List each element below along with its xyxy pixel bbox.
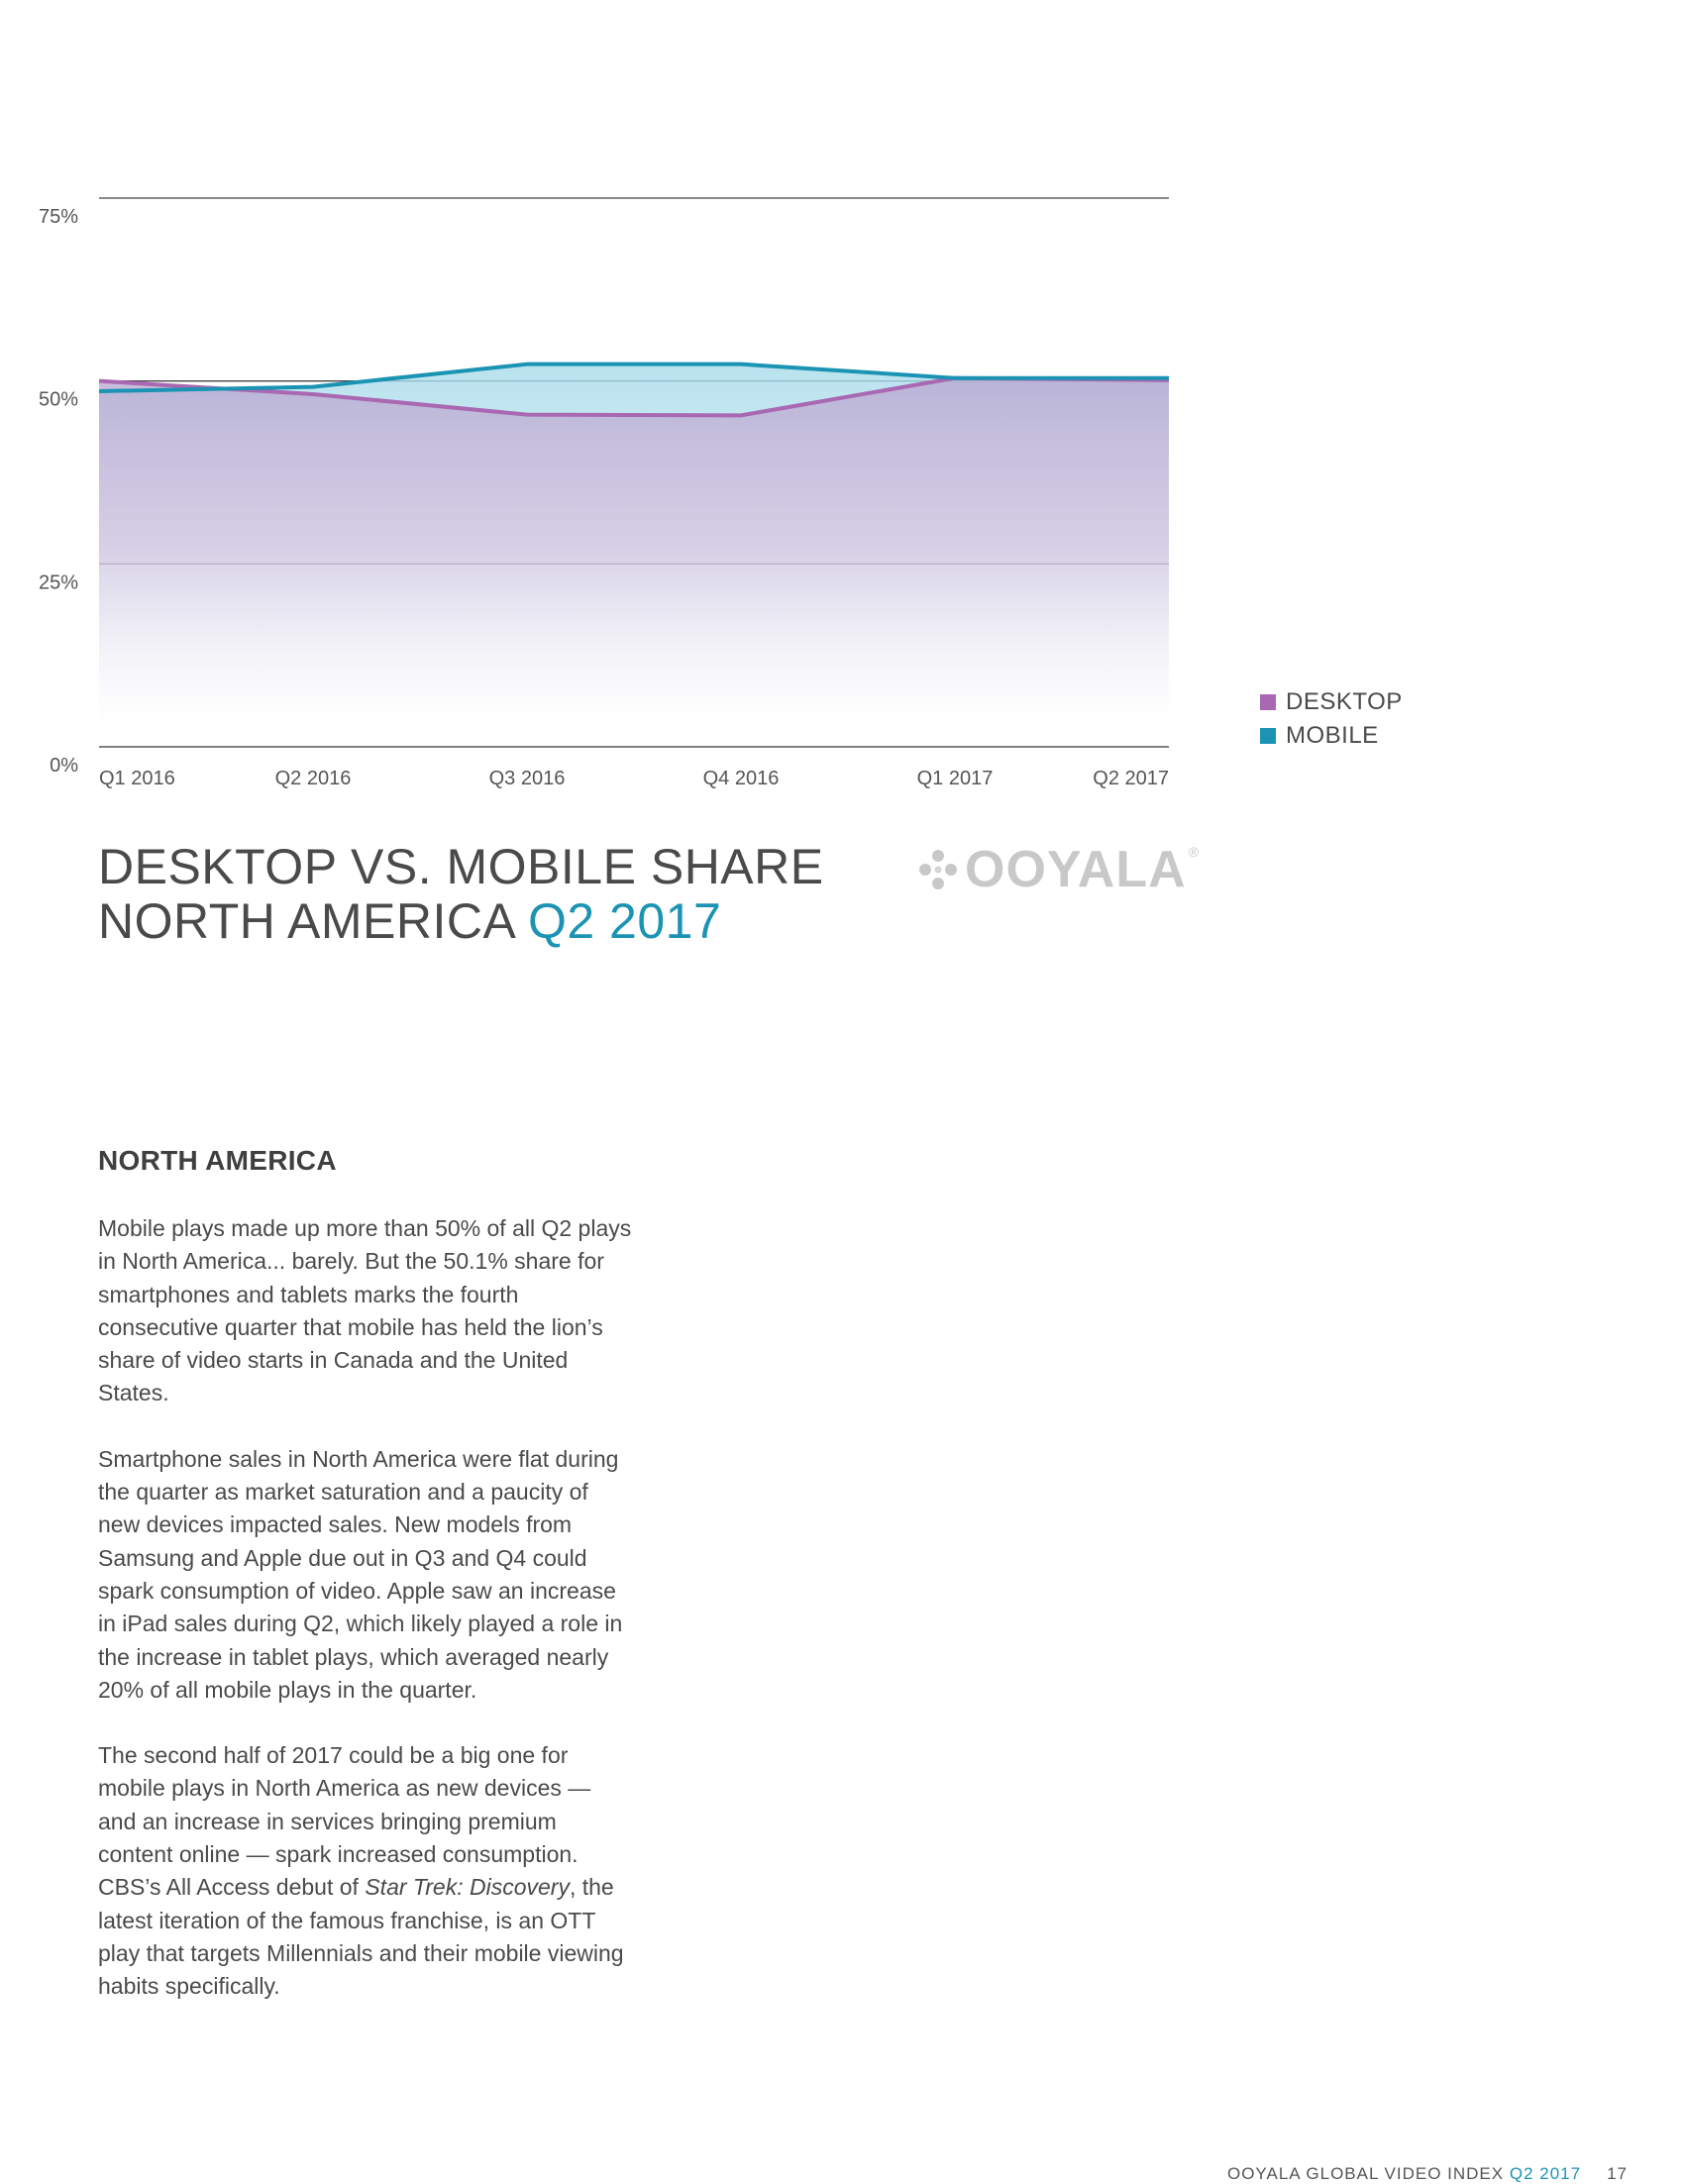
legend-item-mobile: [1260, 719, 1403, 753]
paragraph-3: [98, 1739, 633, 2003]
x-tick-label: Q1 2017: [916, 768, 994, 789]
x-tick-label: Q2 2016: [274, 768, 352, 789]
legend-swatch-desktop: [1260, 694, 1276, 710]
paragraph-3-end: , the latest iteration of the famous franchise, is an OTT play that targets Millennials and their mobile viewing habits specifically.: [98, 1874, 624, 2000]
body-text: [98, 1212, 633, 2036]
paragraph-2: Smartphone sales in North America were flat during the quarter as market saturation and a paucity of new devices impacted sales. New models from Samsung and Apple due out in Q3 and Q4 could spark consumption of video. Apple saw an increase in iPad sales during Q2, which likely played a role in the increase in tablet plays, which averaged nearly 20% of all mobile plays in the quarter.: [98, 1445, 623, 1703]
paragraph-1: Mobile plays made up more than 50% of all Q2 plays in North America... barely. But the 50.1% share for smartphones and tablets marks the fourth consecutive quarter that mobile has held the lion’s share of video starts in Canada and the United States.: [98, 1215, 632, 1406]
footer-accent: Q2 2017: [1509, 2164, 1582, 2183]
area-desktop: [99, 378, 1169, 747]
series-areas: [99, 364, 1169, 747]
paragraph-3-start: The second half of 2017 could be a big one for mobile plays in North America as new devices — and an increase in services bringing premium content online — spark increased consumption. CBS’s All Access debut of: [98, 1742, 591, 1901]
legend-label-mobile: MOBILE: [1286, 722, 1379, 749]
x-tick-label: Q1 2016: [99, 768, 175, 789]
logo-registered-mark: ®: [1188, 844, 1200, 860]
page-footer: [1227, 2164, 1628, 2184]
paragraph-3-title: Star Trek: Discovery: [365, 1874, 570, 1901]
x-tick-label: Q3 2016: [488, 768, 566, 789]
y-tick-label: 25%: [38, 572, 78, 594]
legend-label-desktop: DESKTOP: [1286, 688, 1403, 715]
title-line2-main: NORTH AMERICA: [98, 893, 528, 949]
title-line1: DESKTOP VS. MOBILE SHARE: [98, 839, 824, 894]
section-heading: NORTH AMERICA: [98, 1145, 337, 1176]
legend-item-desktop: [1260, 685, 1403, 719]
chart-title: [98, 840, 824, 949]
legend-swatch-mobile: [1260, 728, 1276, 744]
footer-label: OOYALA GLOBAL VIDEO INDEX: [1226, 2164, 1510, 2183]
y-tick-label: 75%: [38, 206, 78, 228]
y-axis-ticks: [39, 206, 78, 777]
chart-legend: [1260, 685, 1403, 753]
logo-text: OOYALA: [965, 841, 1187, 898]
area-chart: [0, 0, 1684, 812]
logo-dots-icon: [917, 849, 959, 890]
title-line2-accent: Q2 2017: [527, 893, 722, 949]
y-tick-label: 50%: [38, 388, 78, 411]
page-number: 17: [1607, 2164, 1628, 2183]
y-tick-label: 0%: [50, 755, 78, 777]
x-tick-label: Q2 2017: [1093, 768, 1169, 789]
x-tick-label: Q4 2016: [702, 768, 780, 789]
ooyala-logo: [917, 841, 1200, 898]
x-axis-ticks: [99, 768, 1169, 789]
